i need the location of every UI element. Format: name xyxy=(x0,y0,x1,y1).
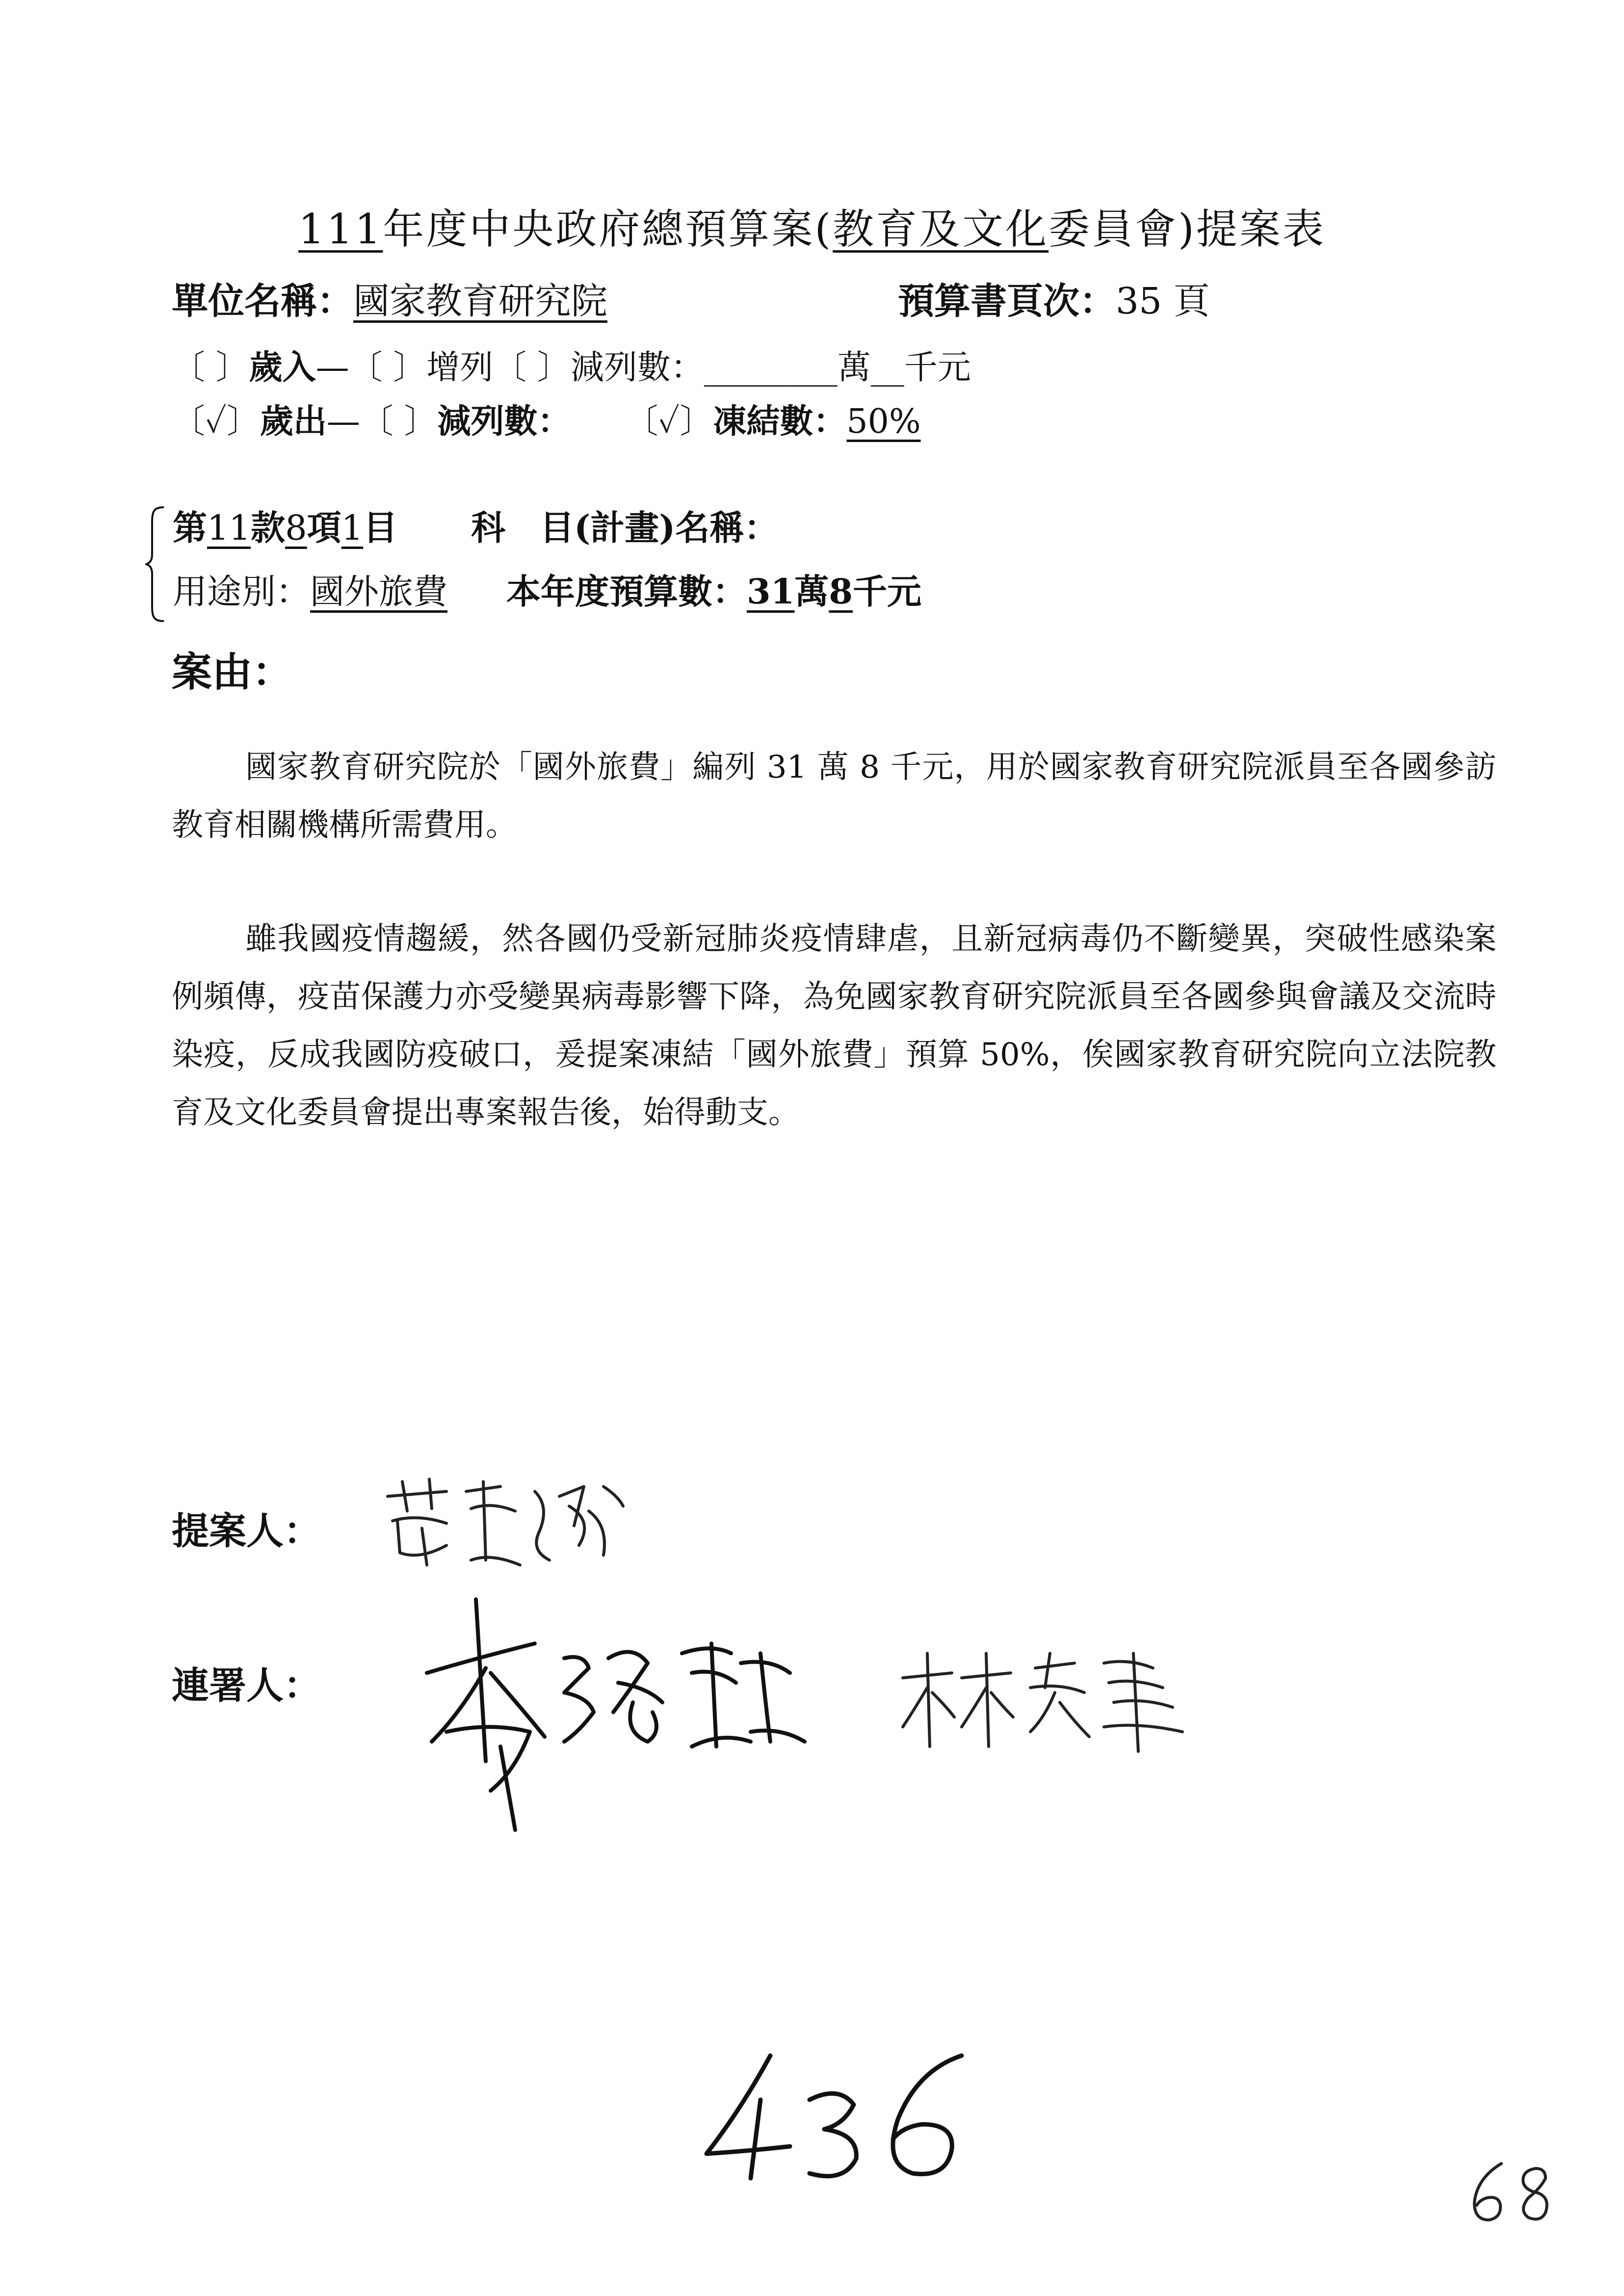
unit-name: 國家教育研究院 xyxy=(353,280,607,322)
item-row xyxy=(173,500,778,550)
item-xiang: 8 xyxy=(285,508,307,548)
page-ref xyxy=(898,272,1210,324)
page-ref-value: 35 頁 xyxy=(1116,280,1210,322)
income-blank-qian: __ xyxy=(870,348,904,387)
item-mu-label: 目 xyxy=(363,507,398,548)
income-blank-wan: ________ xyxy=(704,348,838,387)
page-number-large-handwritten xyxy=(687,2041,981,2188)
expense-label: 歲出 xyxy=(260,402,327,441)
usage-row xyxy=(173,564,921,614)
expense-check2: 〔✓〕 xyxy=(625,402,713,441)
expense-row xyxy=(172,395,921,443)
title-year: 111 xyxy=(298,205,383,253)
cosigner-label: 連署人： xyxy=(172,1664,321,1707)
proposer-signature xyxy=(373,1467,638,1580)
proposer-label: 提案人： xyxy=(172,1509,321,1553)
unit-row xyxy=(172,272,607,324)
income-qian: 千元 xyxy=(904,348,971,387)
document-title xyxy=(0,196,1624,256)
item-mu: 1 xyxy=(341,508,364,548)
cosigner-signature-1 xyxy=(417,1585,819,1840)
item-di: 第 xyxy=(173,507,207,548)
budget-wan: 萬 xyxy=(794,571,829,612)
income-dash: —〔 〕增列〔 〕減列數： xyxy=(315,348,704,387)
page-ref-label: 預算書頁次： xyxy=(898,280,1116,322)
left-brace xyxy=(145,505,165,623)
title-committee: 教育及文化 xyxy=(833,205,1049,253)
budget-qian: 千元 xyxy=(853,571,922,612)
income-prefix: 〔 〕 xyxy=(172,348,249,387)
item-subject-label: 科 目(計畫)名稱： xyxy=(471,507,779,548)
reason-paragraph: 國家教育研究院於「國外旅費」編列 31 萬 8 千元，用於國家教育研究院派員至各國參訪教育相關機構所需費用。 xyxy=(172,749,1496,843)
expense-check1: 〔✓〕 xyxy=(172,402,260,441)
budget-qian-value: 8 xyxy=(829,571,853,612)
item-kuan: 11 xyxy=(207,508,251,548)
budget-label: 本年度預算數： xyxy=(506,571,747,612)
usage-value: 國外旅費 xyxy=(310,572,447,612)
income-label: 歲入 xyxy=(249,348,316,387)
income-row xyxy=(172,341,971,389)
item-kuan-label: 款 xyxy=(251,507,286,548)
page-number-small-handwritten xyxy=(1462,2159,1560,2227)
cosigner-signature-2 xyxy=(898,1644,1192,1756)
title-end: 委員會)提案表 xyxy=(1048,205,1326,253)
expense-dash: —〔 〕 xyxy=(326,402,438,441)
income-wan: 萬 xyxy=(837,348,871,387)
reason-heading: 案由： xyxy=(172,649,293,696)
title-middle: 年度中央政府總預算案( xyxy=(383,205,833,253)
unit-label: 單位名稱： xyxy=(172,280,353,322)
reason-paragraph: 雖我國疫情趨緩，然各國仍受新冠肺炎疫情肆虐，且新冠病毒仍不斷變異，突破性感染案例頻傳，疫苗保護力亦受變異病毒影響下降，為免國家教育研究院派員至各國參與會議及交流時染疫，反成我國防疫破口，爰提案凍結「國外旅費」預算 50%，俟國家教育研究院向立法院教育及文化委員會提出專案報告後，始得動支。 xyxy=(172,921,1496,1131)
usage-label: 用途別： xyxy=(173,572,310,612)
budget-wan-value: 31 xyxy=(747,571,795,612)
expense-freeze-value: 50% xyxy=(846,402,921,441)
expense-reduce: 減列數： xyxy=(437,402,571,441)
item-xiang-label: 項 xyxy=(307,507,341,548)
expense-freeze-label: 凍結數： xyxy=(713,402,847,441)
